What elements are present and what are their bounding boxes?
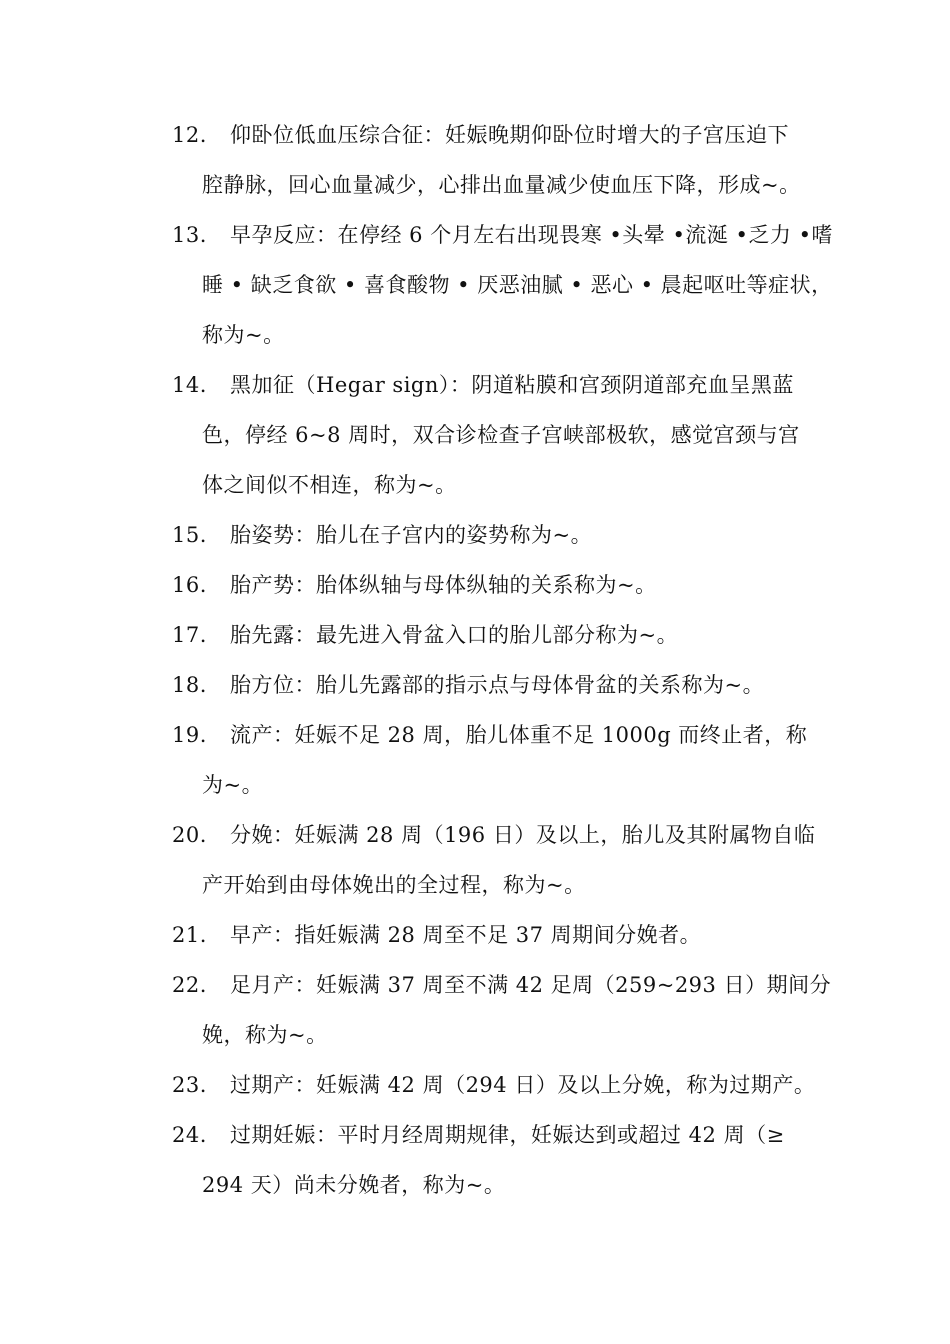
- item-number: 18.: [172, 673, 207, 697]
- item-number: 12.: [172, 123, 207, 147]
- item-number: 19.: [172, 723, 207, 747]
- item-text-line: 黑加征（Hegar sign）：阴道粘膜和宫颈阴道部充血呈黑蓝: [230, 373, 794, 397]
- item-number: 13.: [172, 223, 207, 247]
- item-number: 23.: [172, 1073, 207, 1097]
- item-text-line: 称为~。: [202, 323, 285, 347]
- item-text-line: 早产：指妊娠满 28 周至不足 37 周期间分娩者。: [230, 923, 702, 947]
- item-text-line: 胎姿势：胎儿在子宫内的姿势称为~。: [230, 523, 593, 547]
- item-number: 21.: [172, 923, 207, 947]
- item-number: 14.: [172, 373, 207, 397]
- item-number: 22.: [172, 973, 207, 997]
- item-text-line: 流产：妊娠不足 28 周，胎儿体重不足 1000g 而终止者，称: [230, 723, 808, 747]
- item-text-line: 仰卧位低血压综合征：妊娠晚期仰卧位时增大的子宫压迫下: [230, 123, 789, 147]
- item-text-line: 睡 • 缺乏食欲 • 喜食酸物 • 厌恶油腻 • 恶心 • 晨起呕吐等症状，: [202, 273, 833, 297]
- item-text-line: 过期产：妊娠满 42 周（294 日）及以上分娩，称为过期产。: [230, 1073, 816, 1097]
- item-number: 17.: [172, 623, 207, 647]
- item-text-line: 过期妊娠：平时月经周期规律，妊娠达到或超过 42 周（≥: [230, 1123, 785, 1147]
- item-text-line: 294 天）尚未分娩者，称为~。: [202, 1173, 506, 1197]
- item-text-line: 产开始到由母体娩出的全过程，称为~。: [202, 873, 586, 897]
- item-text-line: 胎先露：最先进入骨盆入口的胎儿部分称为~。: [230, 623, 679, 647]
- item-text-line: 娩，称为~。: [202, 1023, 328, 1047]
- item-text-line: 早孕反应：在停经 6 个月左右出现畏寒 •头晕 •流涎 •乏力 •嗜: [230, 223, 833, 247]
- item-text-line: 体之间似不相连，称为~。: [202, 473, 457, 497]
- item-text-line: 足月产：妊娠满 37 周至不满 42 足周（259~293 日）期间分: [230, 973, 832, 997]
- item-number: 24.: [172, 1123, 207, 1147]
- item-text-line: 胎产势：胎体纵轴与母体纵轴的关系称为~。: [230, 573, 657, 597]
- item-text-line: 为~。: [202, 773, 264, 797]
- item-text-line: 腔静脉，回心血量减少，心排出血量减少使血压下降，形成~。: [202, 173, 801, 197]
- item-number: 20.: [172, 823, 207, 847]
- item-text-line: 分娩：妊娠满 28 周（196 日）及以上，胎儿及其附属物自临: [230, 823, 816, 847]
- item-text-line: 色，停经 6~8 周时，双合诊检查子宫峡部极软，感觉宫颈与宫: [202, 423, 800, 447]
- item-number: 16.: [172, 573, 207, 597]
- item-text-line: 胎方位：胎儿先露部的指示点与母体骨盆的关系称为~。: [230, 673, 765, 697]
- item-number: 15.: [172, 523, 207, 547]
